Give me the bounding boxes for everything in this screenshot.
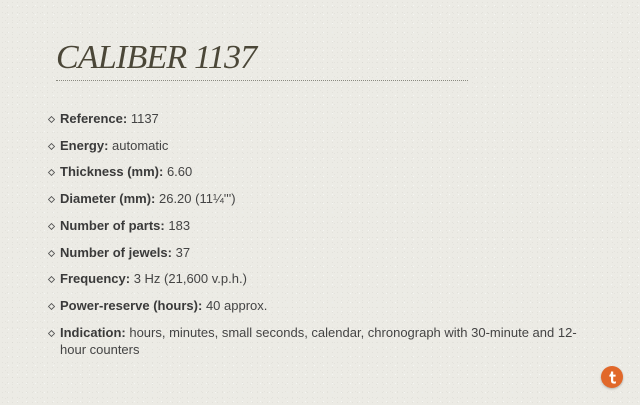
spec-label: Thickness (mm): (60, 164, 164, 180)
spec-item-indication (48, 324, 600, 359)
spec-value: 37 (175, 244, 191, 260)
spec-label: Power-reserve (hours): (60, 297, 203, 313)
title-divider (56, 80, 468, 81)
spec-item-number-of-parts (48, 217, 600, 234)
spec-item-reference (48, 110, 600, 127)
spec-value: 3 Hz (21,600 v.p.h.) (133, 271, 247, 287)
spec-item-power-reserve (48, 297, 600, 314)
spec-label: Number of jewels: (60, 244, 172, 260)
diamond-bullet-icon (48, 143, 55, 150)
spec-item-diameter (48, 190, 600, 207)
page-title: CALIBER 1137 (56, 39, 257, 76)
spec-value: 6.60 (166, 164, 193, 180)
spec-item-number-of-jewels (48, 244, 600, 261)
spec-value: 40 approx. (205, 297, 268, 313)
diamond-bullet-icon (48, 303, 55, 310)
spec-label: Energy: (60, 137, 109, 153)
spec-label: Indication: (60, 324, 126, 340)
spec-item-thickness (48, 163, 600, 180)
diamond-bullet-icon (48, 223, 55, 230)
diamond-bullet-icon (48, 116, 55, 123)
diamond-bullet-icon (48, 276, 55, 283)
spec-label: Number of parts: (60, 217, 165, 233)
spec-label: Diameter (mm): (60, 191, 156, 207)
spec-value: 26.20 (11¼''') (158, 191, 236, 207)
spec-value: 183 (168, 217, 191, 233)
spec-item-frequency (48, 270, 600, 287)
spec-value: hours, minutes, small seconds, calendar, chronograph with 30-minute and 12-hour counters (60, 324, 577, 358)
spec-list (48, 110, 600, 368)
spec-value: automatic (112, 137, 169, 153)
diamond-bullet-icon (48, 169, 55, 176)
spec-value: 1137 (130, 111, 159, 126)
spec-label: Reference: (60, 111, 128, 126)
tumblr-t-icon (601, 366, 623, 388)
spec-label: Frequency: (60, 271, 131, 287)
diamond-bullet-icon (48, 330, 55, 337)
tumblr-badge-button[interactable] (601, 366, 623, 388)
diamond-bullet-icon (48, 250, 55, 257)
spec-item-energy (48, 137, 600, 154)
diamond-bullet-icon (48, 196, 55, 203)
